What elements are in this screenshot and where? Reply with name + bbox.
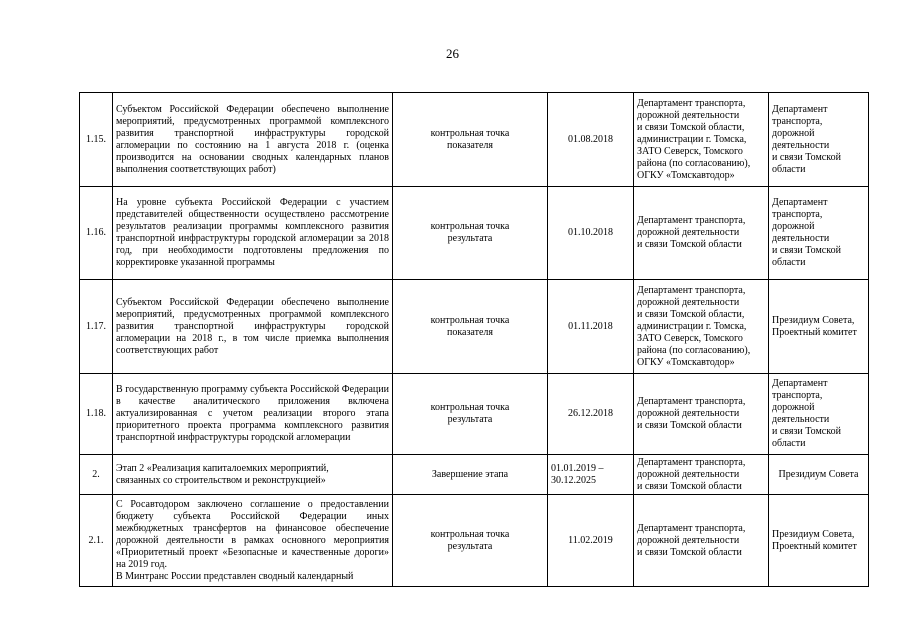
- row-responsible: Президиум Совета, Проектный комитет: [769, 280, 869, 374]
- row-number: 1.17.: [80, 280, 113, 374]
- row-description: С Росавтодором заключено соглашение о предоставлении бюджету субъекта Российской Федерации иных межбюджетных трансфертов на финансовое обеспечение дорожной деятельности в рамках основного мероприятия «Приоритетный проект «Безопасные и качественные дороги» на 2019 год. В Минтранс России представлен сводный календарный: [113, 495, 393, 587]
- row-date: 01.11.2018: [548, 280, 634, 374]
- row-responsible: Президиум Совета: [769, 455, 869, 495]
- row-executor: Департамент транспорта, дорожной деятельности и связи Томской области: [634, 187, 769, 280]
- row-executor: Департамент транспорта, дорожной деятельности и связи Томской области: [634, 495, 769, 587]
- row-type: контрольная точка результата: [393, 374, 548, 455]
- table-row: [80, 495, 869, 587]
- row-type: Завершение этапа: [393, 455, 548, 495]
- row-date: 01.10.2018: [548, 187, 634, 280]
- table-row: [80, 280, 869, 374]
- page-number: 26: [446, 46, 459, 61]
- row-number: 1.15.: [80, 93, 113, 187]
- row-date: 11.02.2019: [548, 495, 634, 587]
- row-date: 01.08.2018: [548, 93, 634, 187]
- row-description: Субъектом Российской Федерации обеспечено выполнение мероприятий, предусмотренных программой комплексного развития транспортной инфраструктуры городской агломерации по состоянию на 1 августа 2018 г. (оценка производится на основании сводных календарных планов выполнения соответствующих работ): [113, 93, 393, 187]
- row-responsible: Департамент транспорта, дорожной деятельности и связи Томской области: [769, 187, 869, 280]
- row-description: На уровне субъекта Российской Федерации с участием представителей общественности осуществлено рассмотрение результатов реализации программы комплексного развития транспортной инфраструктуры городской агломерации за 2018 год, при необходимости подготовлены предложения по корректировке указанной программы: [113, 187, 393, 280]
- row-executor: Департамент транспорта, дорожной деятельности и связи Томской области: [634, 374, 769, 455]
- row-number: 2.1.: [80, 495, 113, 587]
- project-plan-table: [79, 92, 869, 587]
- row-description: Субъектом Российской Федерации обеспечено выполнение мероприятий, предусмотренных программой комплексного развития транспортной инфраструктуры городской агломерации на 2018 г., в том числе приемка выполнения соответствующих работ: [113, 280, 393, 374]
- row-responsible: Департамент транспорта, дорожной деятельности и связи Томской области: [769, 93, 869, 187]
- table-row: [80, 93, 869, 187]
- row-type: контрольная точка результата: [393, 495, 548, 587]
- row-description: В государственную программу субъекта Российской Федерации в качестве аналитического приложения включена актуализированная с учетом реализации второго этапа приоритетного проекта программа комплексного развития транспортной инфраструктуры городской агломерации: [113, 374, 393, 455]
- row-executor: Департамент транспорта, дорожной деятельности и связи Томской области, администрации г. Томска, ЗАТО Северск, Томского района (по согласованию), ОГКУ «Томскавтодор»: [634, 280, 769, 374]
- row-executor: Департамент транспорта, дорожной деятельности и связи Томской области: [634, 455, 769, 495]
- table-row: [80, 187, 869, 280]
- row-executor: Департамент транспорта, дорожной деятельности и связи Томской области, администрации г. Томска, ЗАТО Северск, Томского района (по согласованию), ОГКУ «Томскавтодор»: [634, 93, 769, 187]
- row-type: контрольная точка показателя: [393, 93, 548, 187]
- row-type: контрольная точка результата: [393, 187, 548, 280]
- row-number: 1.16.: [80, 187, 113, 280]
- table-row: [80, 455, 869, 495]
- row-responsible: Президиум Совета, Проектный комитет: [769, 495, 869, 587]
- row-number: 2.: [80, 455, 113, 495]
- row-type: контрольная точка показателя: [393, 280, 548, 374]
- row-date: 01.01.2019 – 30.12.2025: [548, 455, 634, 495]
- row-date: 26.12.2018: [548, 374, 634, 455]
- row-number: 1.18.: [80, 374, 113, 455]
- table-row: [80, 374, 869, 455]
- row-responsible: Департамент транспорта, дорожной деятельности и связи Томской области: [769, 374, 869, 455]
- row-description: Этап 2 «Реализация капиталоемких мероприятий, связанных со строительством и реконструкцией»: [113, 455, 393, 495]
